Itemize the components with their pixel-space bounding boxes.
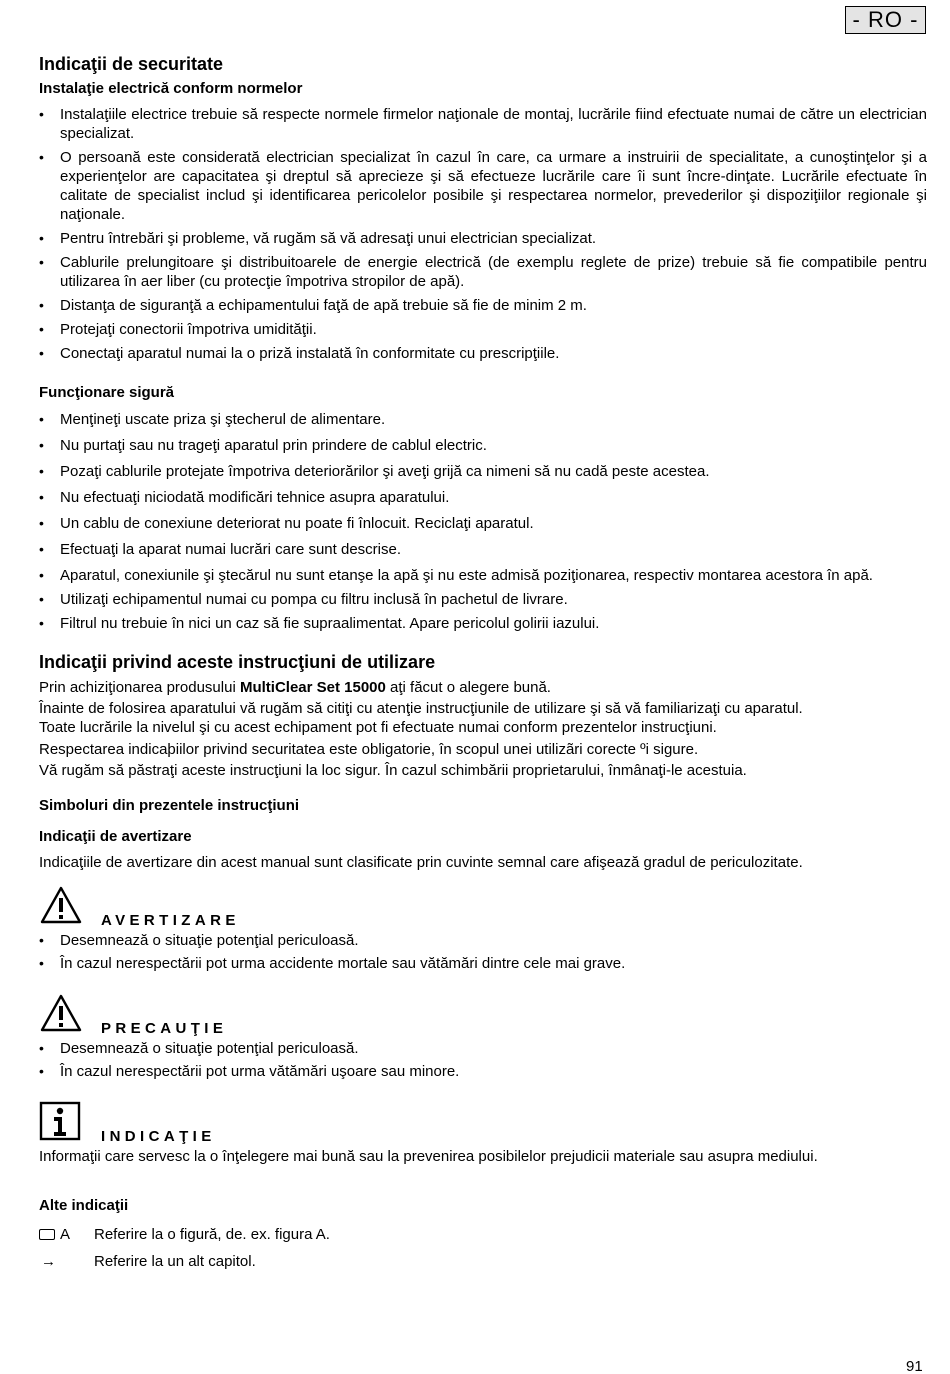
caution-block: [39, 993, 927, 1039]
note-block: [39, 1101, 927, 1147]
figure-reference-symbol: [39, 1225, 70, 1244]
arrow-right-icon: →: [41, 1253, 56, 1270]
warning-triangle-icon: [39, 885, 83, 925]
symbols-heading: Simboluri din prezentele instrucţiuni: [39, 797, 300, 814]
list-item: • Efectuaţi la aparat numai lucrări care sunt descrise.: [39, 540, 927, 559]
caution-list: [39, 1039, 927, 1081]
language-badge: - RO -: [845, 6, 926, 34]
list-item: • Protejaţi conectorii împotriva umidităţii.: [39, 320, 927, 339]
list-item: • Desemnează o situaţie potenţial periculoasă.: [39, 1039, 927, 1058]
list-item: • Instalaţiile electrice trebuie să respecte normele firmelor naţionale de montaj, lucrările fiind efectuate numai de către un electrician specializat.: [39, 105, 927, 143]
list-item: • Filtrul nu trebuie în nici un caz să fie supraalimentat. Apare pericolul golirii iazului.: [39, 614, 927, 633]
reference-row: [39, 1252, 927, 1271]
figure-box-icon: [39, 1229, 55, 1240]
instructions-title: Indicaţii privind aceste instrucţiuni de utilizare: [39, 652, 436, 672]
list-item: • Menţineţi uscate priza şi ştecherul de alimentare.: [39, 410, 927, 429]
warnings-description: Indicaţiile de avertizare din acest manual sunt clasificate prin cuvinte semnal care afişează gradul de periculozitate.: [39, 854, 803, 871]
warning-triangle-icon: [39, 993, 83, 1033]
operation-heading: Funcţionare sigură: [39, 384, 175, 401]
list-item: • Aparatul, conexiunile şi ştecărul nu sunt etanşe la apă şi nu este admisă poziţionarea, respectiv montarea acestora în apă.: [39, 566, 927, 585]
electrical-heading: Instalaţie electrică conform normelor: [39, 80, 303, 97]
warning-signal-word: AVERTIZARE: [101, 912, 240, 929]
list-item: • Utilizaţi echipamentul numai cu pompa cu filtru inclusă în pachetul de livrare.: [39, 590, 927, 609]
product-name: MultiClear Set 15000: [239, 679, 386, 696]
instructions-paragraph: Înainte de folosirea aparatului vă rugăm să citiţi cu atenţie instrucţiunile de utilizare şi să vă familiarizaţi cu aparatul.: [39, 700, 803, 717]
reference-text: Referire la o figură, de. ex. figura A.: [94, 1226, 330, 1243]
intro-text: Prin achiziţionarea produsului: [39, 679, 240, 696]
list-item: • Pentru întrebări şi probleme, vă rugăm să vă adresaţi unui electrician specializat.: [39, 229, 927, 248]
caution-signal-word: PRECAUŢIE: [101, 1020, 228, 1037]
intro-text-end: aţi făcut o alegere bună.: [385, 679, 551, 696]
instructions-paragraph: Vă rugăm să păstraţi aceste instrucţiuni la loc sigur. În cazul schimbării proprietarului, înmânaţi-le acestuia.: [39, 762, 747, 779]
warnings-heading: Indicaţii de avertizare: [39, 828, 192, 845]
page-content: [39, 53, 927, 1271]
figure-letter: A: [60, 1226, 71, 1243]
list-item: • Nu efectuaţi niciodată modificări tehnice asupra aparatului.: [39, 488, 927, 507]
reference-row: [39, 1225, 927, 1244]
list-item: • Un cablu de conexiune deteriorat nu poate fi înlocuit. Reciclaţi aparatul.: [39, 514, 927, 533]
instructions-paragraph: Toate lucrările la nivelul şi cu acest echipament pot fi efectuate numai conform prezentelor instrucţiuni.: [39, 719, 717, 736]
list-item: • Conectaţi aparatul numai la o priză instalată în conformitate cu prescripţiile.: [39, 344, 927, 363]
warning-list: [39, 931, 927, 973]
list-item: • Pozaţi cablurile protejate împotriva deteriorărilor şi aveţi grijă ca nimeni să nu cadă peste acestea.: [39, 462, 927, 481]
warning-block: [39, 885, 927, 931]
list-item: • În cazul nerespectării pot urma vătămări uşoare sau minore.: [39, 1062, 927, 1081]
page-number: 91: [906, 1358, 923, 1374]
list-item: • Distanţa de siguranţă a echipamentului faţă de apă trebuie să fie de minim 2 m.: [39, 296, 927, 315]
safety-title: Indicaţii de securitate: [39, 54, 224, 74]
list-item: • Nu purtaţi sau nu trageţi aparatul prin prindere de cablul electric.: [39, 436, 927, 455]
reference-text: Referire la un alt capitol.: [94, 1253, 256, 1270]
list-item: • O persoană este considerată electrician specializat în cazul în care, ca urmare a instruirii de specialitate, a cunoştinţelor şi a experienţelor are capacitatea şi dreptul să aprecieze şi să efectueze lucrările care îi sunt încre-dinţate. Lucrările efectuate în calitate de specialist includ şi identificarea pericolelor posibile şi respectarea normelor, prevederilor şi dispoziţiilor regionale şi naţionale.: [39, 148, 927, 224]
info-icon: [39, 1101, 81, 1141]
note-text: Informaţii care servesc la o înţelegere mai bună sau la prevenirea posibilelor prejudicii materiale sau asupra mediului.: [39, 1148, 818, 1165]
electrical-list: [39, 105, 927, 363]
operation-list: [39, 410, 927, 633]
instructions-intro: [39, 678, 927, 697]
instructions-paragraph: Respectarea indicaþiilor privind securitatea este obligatorie, în scopul unei utilizãri corecte ºi sigure.: [39, 741, 699, 758]
list-item: • Desemnează o situaţie potenţial periculoasă.: [39, 931, 927, 950]
list-item: • În cazul nerespectării pot urma accidente mortale sau vătămări dintre cele mai grave.: [39, 954, 927, 973]
list-item: • Cablurile prelungitoare şi distribuitoarele de energie electrică (de exemplu reglete de prize) trebuie să fie compatibile pentru utilizarea în aer liber (cu protecţie împotriva stropilor de apă).: [39, 253, 927, 291]
other-heading: Alte indicaţii: [39, 1197, 129, 1214]
note-signal-word: INDICAŢIE: [101, 1128, 216, 1145]
